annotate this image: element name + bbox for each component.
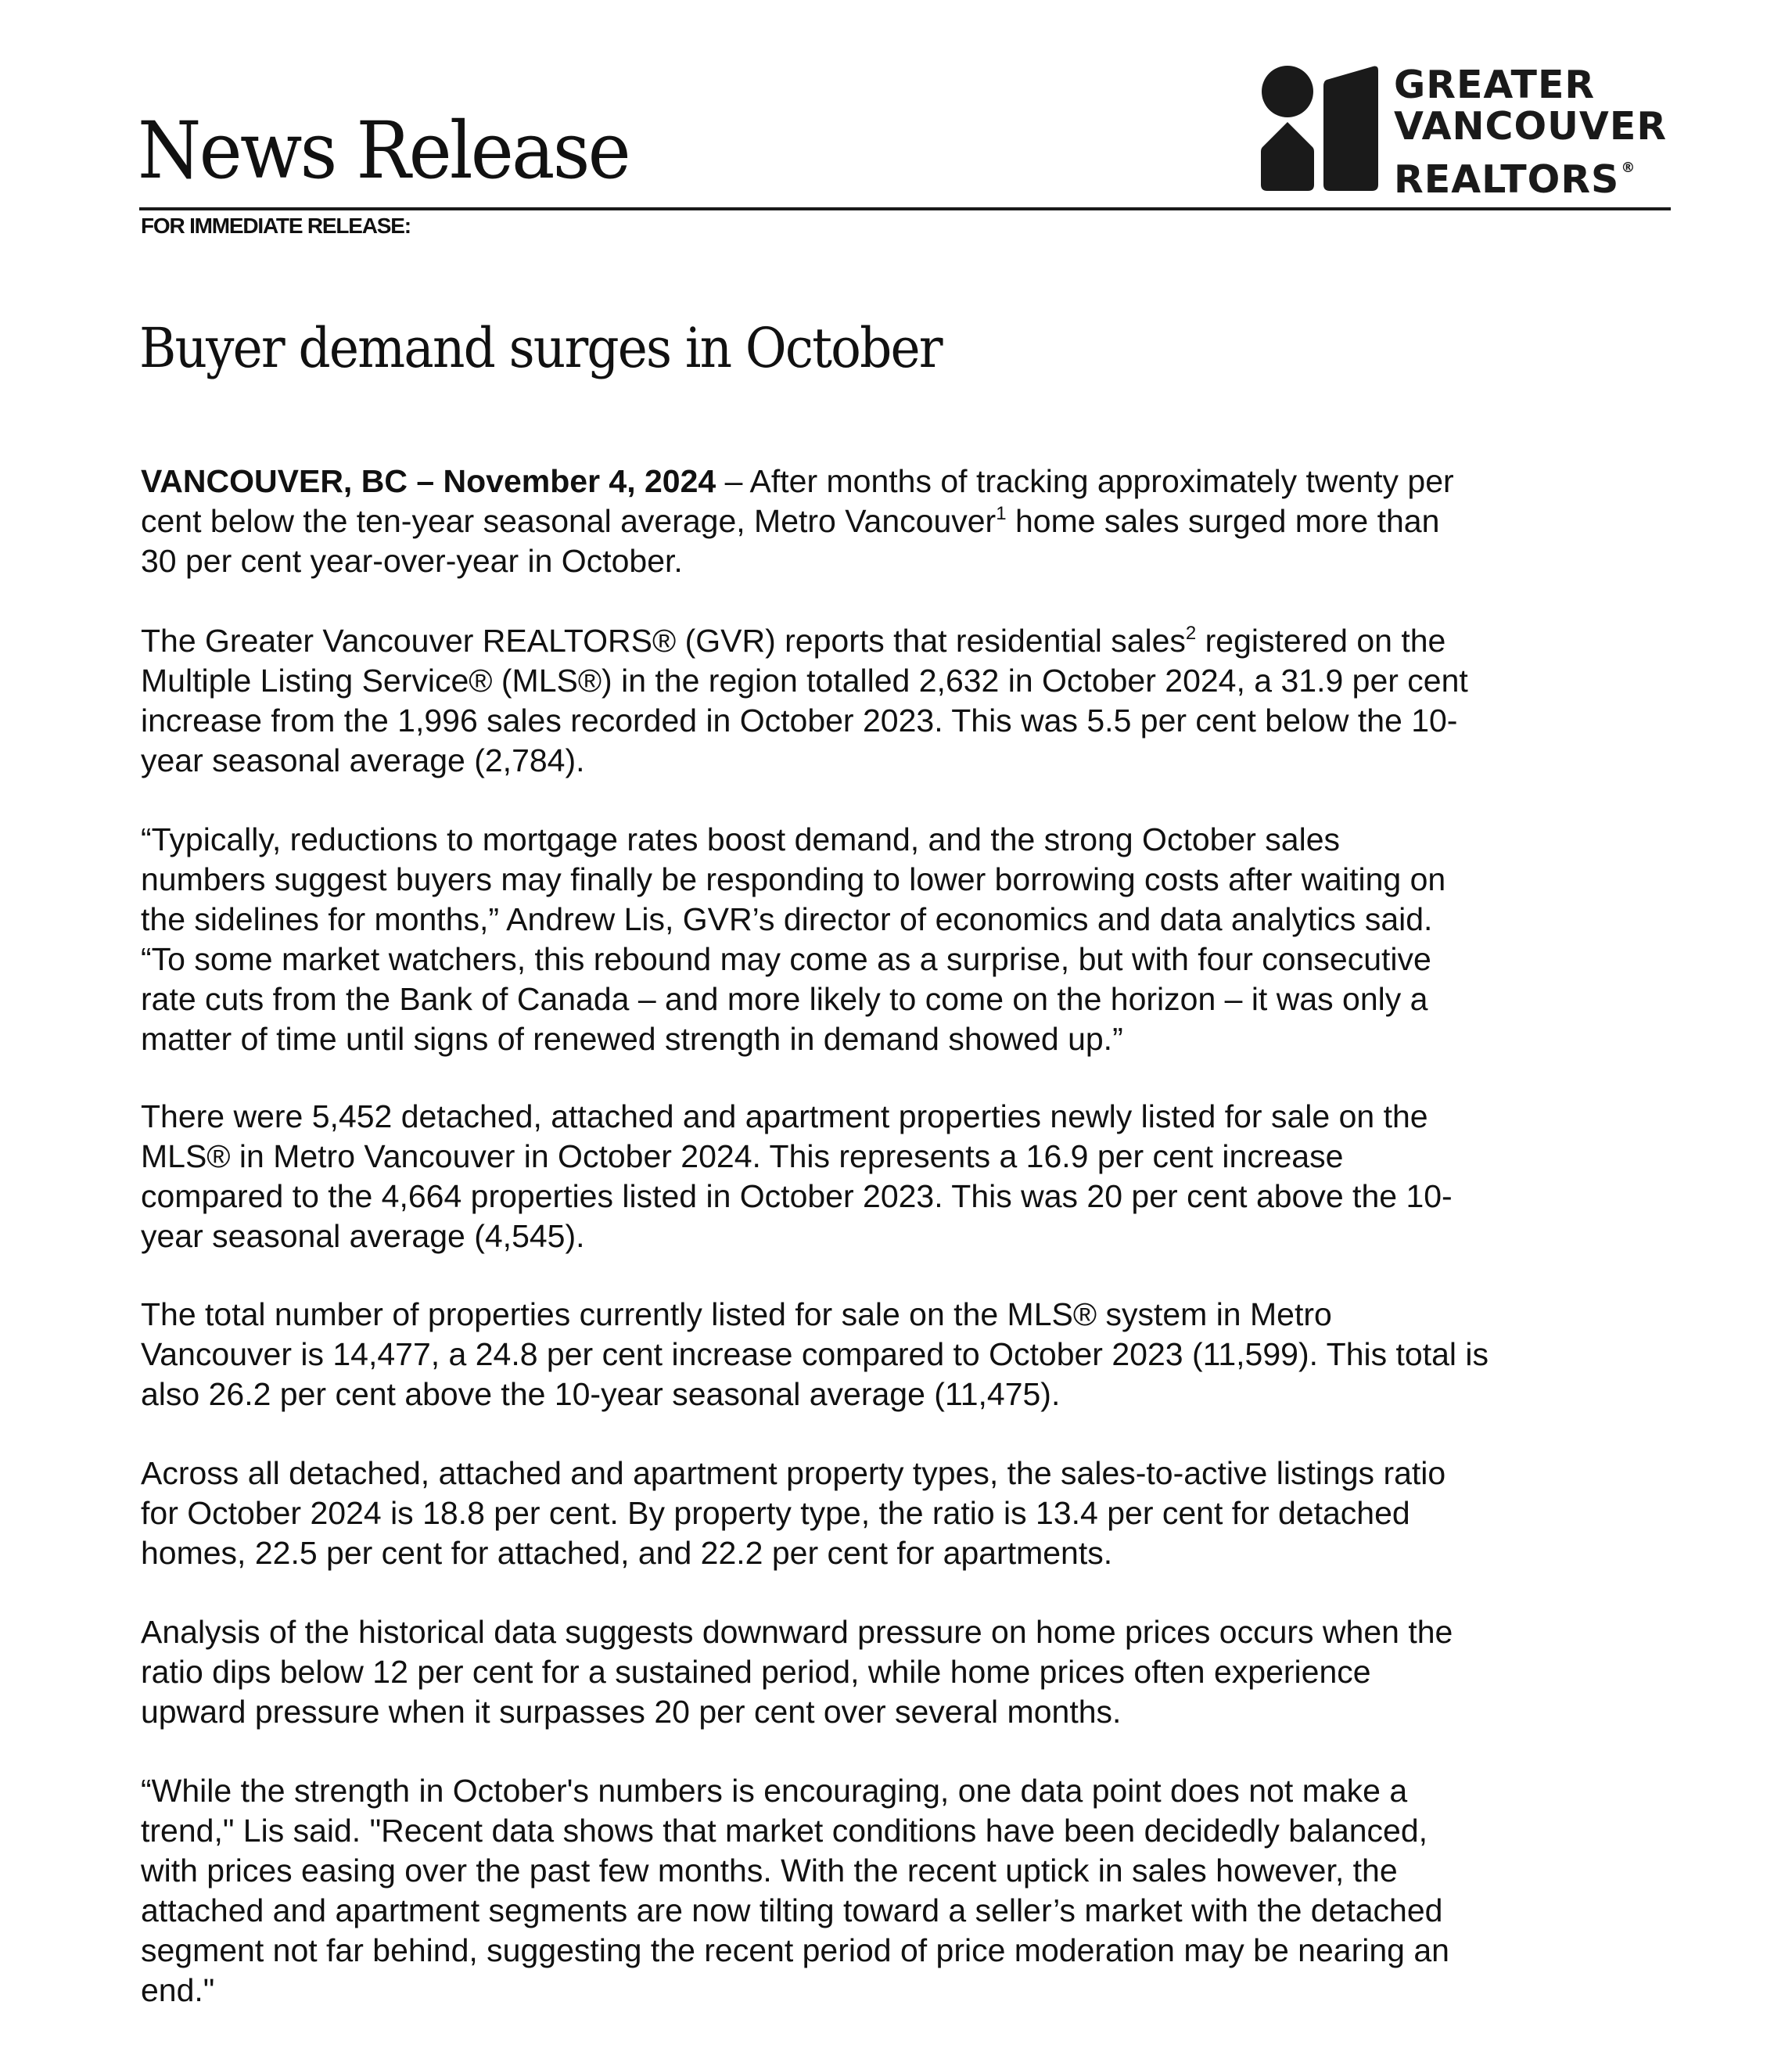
paragraph-analysis [141,1612,1674,1732]
paragraph-line: The Greater Vancouver REALTORS® (GVR) reports that residential sales$^2$ registered on the [141,623,1446,659]
paragraph-line: year seasonal average (2,784). [141,742,585,778]
logo-realtors-text: REALTORS [1394,157,1620,202]
paragraph-total-listings [141,1295,1674,1414]
paragraph-line: ratio dips below 12 per cent for a sustained period, while home prices often experience [141,1654,1371,1690]
paragraph-sales [141,621,1674,781]
gvr-logo-wordmark [1394,64,1667,200]
paragraph-line: rate cuts from the Bank of Canada – and more likely to come on the horizon – it was only a [141,981,1428,1017]
gvr-logo [1261,63,1675,202]
paragraph-line: with prices easing over the past few months. With the recent uptick in sales however, the [141,1853,1398,1889]
paragraph-line: matter of time until signs of renewed strength in demand showed up.” [141,1021,1123,1057]
paragraph-quote-lis [141,820,1674,1059]
footnote-ref: 2 [1185,623,1197,644]
paragraph-line: year seasonal average (4,545). [141,1218,585,1254]
release-tag: FOR IMMEDIATE RELEASE: [141,214,411,238]
paragraph-line: There were 5,452 detached, attached and apartment properties newly listed for sale on the [141,1098,1428,1134]
paragraph-line: compared to the 4,664 properties listed in October 2023. This was 20 per cent above the 10- [141,1178,1453,1214]
paragraph-line: upward pressure when it surpasses 20 per cent over several months. [141,1694,1122,1730]
paragraph-new-listings [141,1097,1674,1256]
paragraph-line: trend," Lis said. "Recent data shows that market conditions have been decidedly balanced, [141,1813,1428,1849]
paragraph-line: attached and apartment segments are now tilting toward a seller’s market with the detached [141,1892,1443,1928]
gvr-person-building-logo-icon [1261,66,1378,191]
page-title: News Release [138,105,629,196]
paragraph-line: VANCOUVER, BC – November 4, 2024 – After months of tracking approximately twenty per [141,463,1454,499]
paragraph-line: for October 2024 is 18.8 per cent. By property type, the ratio is 13.4 per cent for detached [141,1495,1410,1531]
paragraph-line: “Typically, reductions to mortgage rates boost demand, and the strong October sales [141,821,1340,857]
header-divider [139,207,1671,210]
paragraph-line: Across all detached, attached and apartment property types, the sales-to-active listings ratio [141,1455,1446,1491]
paragraph-line: The total number of properties currently listed for sale on the MLS® system in Metro [141,1296,1332,1332]
registered-mark: ® [1621,160,1636,176]
headline: Buyer demand surges in October [139,316,942,380]
paragraph-line: “To some market watchers, this rebound may come as a surprise, but with four consecutive [141,941,1431,977]
logo-line-realtors [1394,147,1667,200]
paragraph-line: the sidelines for months,” Andrew Lis, GVR’s director of economics and data analytics said. [141,901,1433,937]
paragraph-line: homes, 22.5 per cent for attached, and 22.2 per cent for apartments. [141,1535,1113,1571]
paragraph-line: cent below the ten-year seasonal average, Metro Vancouver$^1$ home sales surged more than [141,503,1440,539]
dateline: VANCOUVER, BC – November 4, 2024 [141,463,716,499]
paragraph-line: segment not far behind, suggesting the recent period of price moderation may be nearing an [141,1932,1449,1968]
footnote-ref: 1 [996,503,1007,524]
paragraph-line: MLS® in Metro Vancouver in October 2024. This represents a 16.9 per cent increase [141,1138,1344,1174]
paragraph-line: numbers suggest buyers may finally be responding to lower borrowing costs after waiting on [141,861,1446,897]
paragraph-quote-closing [141,1771,1674,2011]
logo-line-greater: GREATER [1394,63,1596,107]
paragraph-line: increase from the 1,996 sales recorded in October 2023. This was 5.5 per cent below the 10- [141,703,1458,739]
paragraph-intro [141,462,1674,581]
paragraph-line: also 26.2 per cent above the 10-year seasonal average (11,475). [141,1376,1061,1412]
paragraph-sales-ratio [141,1454,1674,1573]
paragraph-line: Multiple Listing Service® (MLS®) in the region totalled 2,632 in October 2024, a 31.9 per cent [141,663,1468,699]
paragraph-line: Vancouver is 14,477, a 24.8 per cent increase compared to October 2023 (11,599). This total is [141,1336,1489,1372]
paragraph-line: Analysis of the historical data suggests downward pressure on home prices occurs when the [141,1614,1453,1650]
logo-line-vancouver: VANCOUVER [1394,104,1668,149]
paragraph-line: end." [141,1972,215,2008]
paragraph-line: “While the strength in October's numbers is encouraging, one data point does not make a [141,1773,1408,1809]
paragraph-line: 30 per cent year-over-year in October. [141,543,683,579]
